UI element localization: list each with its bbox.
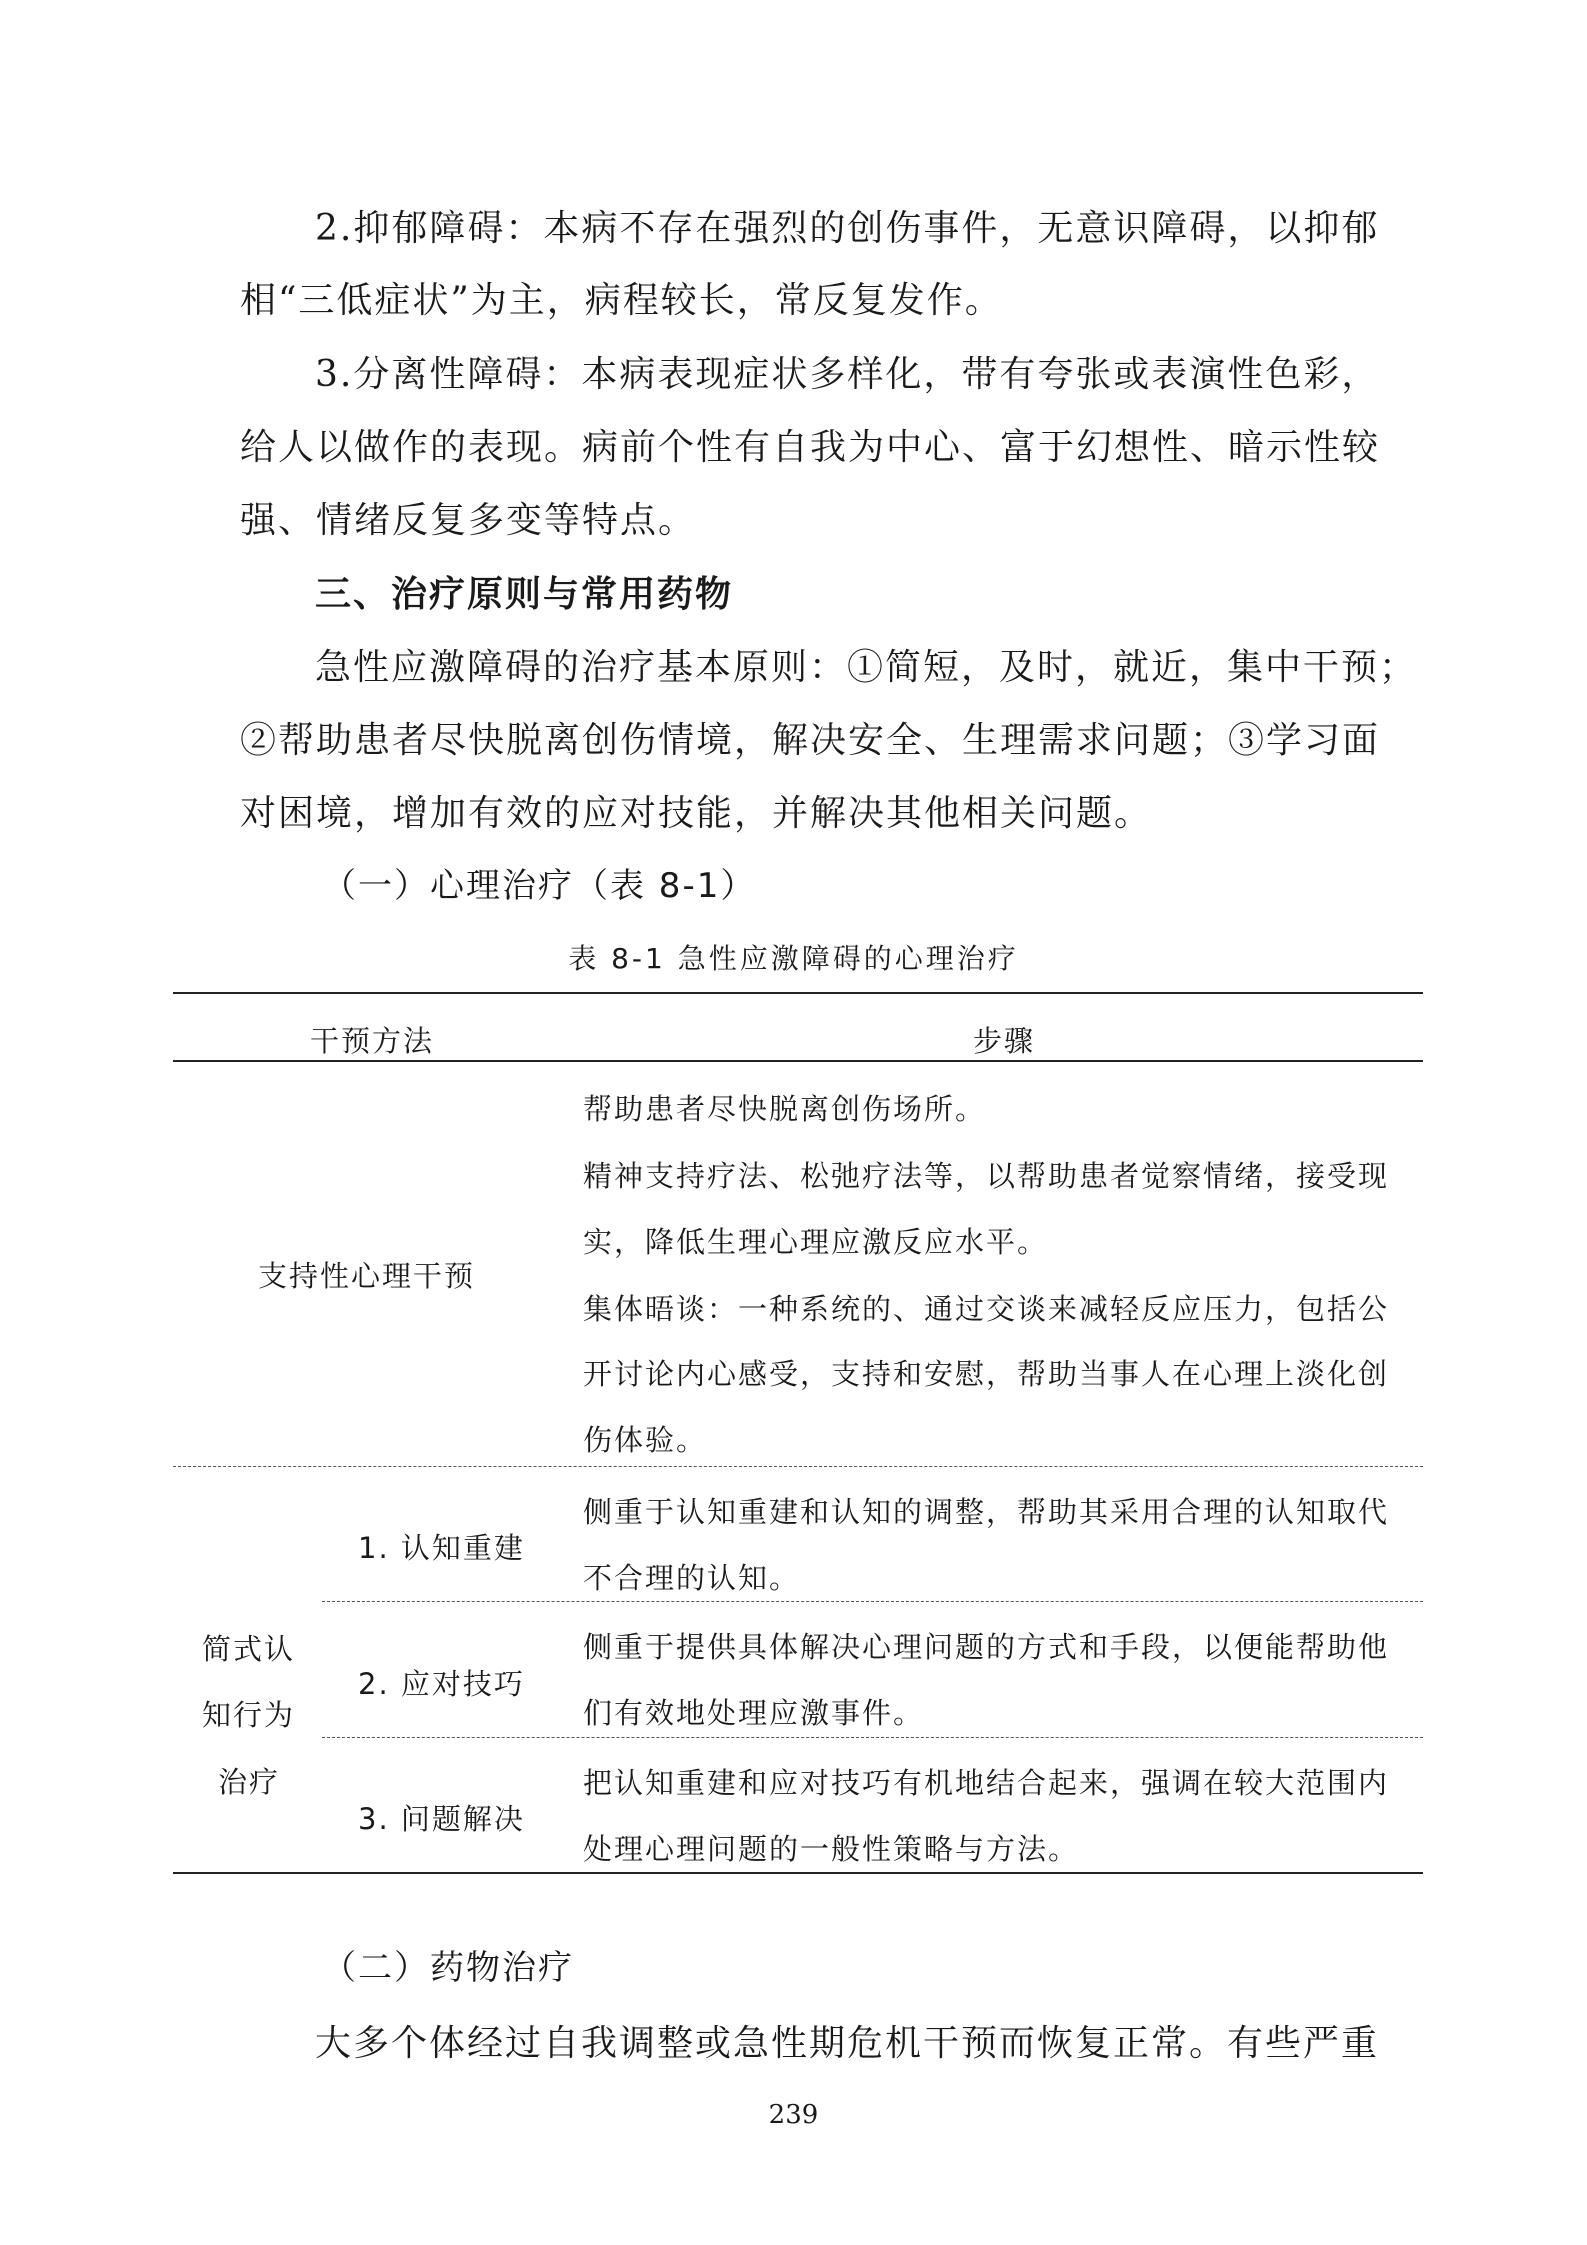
- paragraph-dissociative-line2: 给人以做作的表现。病前个性有自我为中心、富于幻想性、暗示性较: [240, 427, 1381, 468]
- paragraph-dissociative-line3: 强、情绪反复多变等特点。: [240, 500, 697, 541]
- table-cell-step: 伤体验。: [583, 1423, 708, 1457]
- paragraph-dissociative-line1: 3.分离性障碍：本病表现症状多样化，带有夸张或表演性色彩，: [315, 354, 1380, 395]
- table-sub-label-cognitive: 1. 认知重建: [358, 1531, 525, 1565]
- table-sub-label-coping: 2. 应对技巧: [358, 1667, 525, 1701]
- paragraph-depression-line2: 相“三低症状”为主，病程较长，常反复发作。: [240, 280, 1003, 321]
- paragraph-principles-line2: ②帮助患者尽快脱离创伤情境，解决安全、生理需求问题；③学习面: [240, 720, 1381, 761]
- table-row-method-supportive: 支持性心理干预: [258, 1259, 476, 1293]
- table-cell-step: 实，降低生理心理应激反应水平。: [583, 1225, 1049, 1259]
- paragraph-principles-line1: 急性应激障碍的治疗基本原则：①简短，及时，就近，集中干预；: [315, 647, 1418, 688]
- page-number: 239: [768, 2100, 819, 2130]
- section-heading-treatment: 三、治疗原则与常用药物: [315, 574, 734, 615]
- subheading-drug-therapy: （二）药物治疗: [322, 1948, 574, 1988]
- table-cell-step: 侧重于认知重建和认知的调整，帮助其采用合理的认知取代: [583, 1495, 1390, 1529]
- table-sub-label-problem-solving: 3. 问题解决: [358, 1802, 525, 1836]
- table-cell-step: 帮助患者尽快脱离创伤场所。: [583, 1092, 987, 1126]
- table-cell-step: 集体晤谈：一种系统的、通过交谈来减轻反应压力，包括公: [583, 1292, 1390, 1326]
- table-row-divider: [173, 1466, 1423, 1467]
- table-cell-step: 侧重于提供具体解决心理问题的方式和手段，以便能帮助他: [583, 1630, 1390, 1664]
- table-row-method-cbt-line1: 简式认: [202, 1632, 296, 1666]
- table-sub-divider: [322, 1737, 1423, 1738]
- table-header-method: 干预方法: [310, 1024, 435, 1058]
- table-sub-divider: [322, 1601, 1423, 1602]
- paragraph-principles-line3: 对困境，增加有效的应对技能，并解决其他相关问题。: [240, 793, 1153, 834]
- table-bottom-rule: [173, 1872, 1423, 1874]
- subheading-psychotherapy: （一）心理治疗（表 8-1）: [322, 866, 757, 906]
- table-cell-step: 们有效地处理应激事件。: [583, 1696, 925, 1730]
- table-cell-step: 精神支持疗法、松弛疗法等，以帮助患者觉察情绪，接受现: [583, 1159, 1390, 1193]
- table-row-method-cbt-line3: 治疗: [218, 1765, 281, 1799]
- paragraph-drug-line1: 大多个体经过自我调整或急性期危机干预而恢复正常。有些严重: [315, 2023, 1380, 2064]
- paragraph-depression-line1: 2.抑郁障碍：本病不存在强烈的创伤事件，无意识障碍，以抑郁: [315, 208, 1380, 249]
- table-row-method-cbt-line2: 知行为: [202, 1698, 296, 1732]
- table-header-steps: 步骤: [973, 1024, 1036, 1058]
- table-cell-step: 开讨论内心感受，支持和安慰，帮助当事人在心理上淡化创: [583, 1357, 1390, 1391]
- table-caption: 表 8-1 急性应激障碍的心理治疗: [568, 942, 1019, 975]
- table-header-rule: [173, 1060, 1423, 1062]
- table-top-rule: [173, 992, 1423, 994]
- table-cell-step: 处理心理问题的一般性策略与方法。: [583, 1832, 1080, 1866]
- table-cell-step: 把认知重建和应对技巧有机地结合起来，强调在较大范围内: [583, 1766, 1390, 1800]
- table-cell-step: 不合理的认知。: [583, 1561, 801, 1595]
